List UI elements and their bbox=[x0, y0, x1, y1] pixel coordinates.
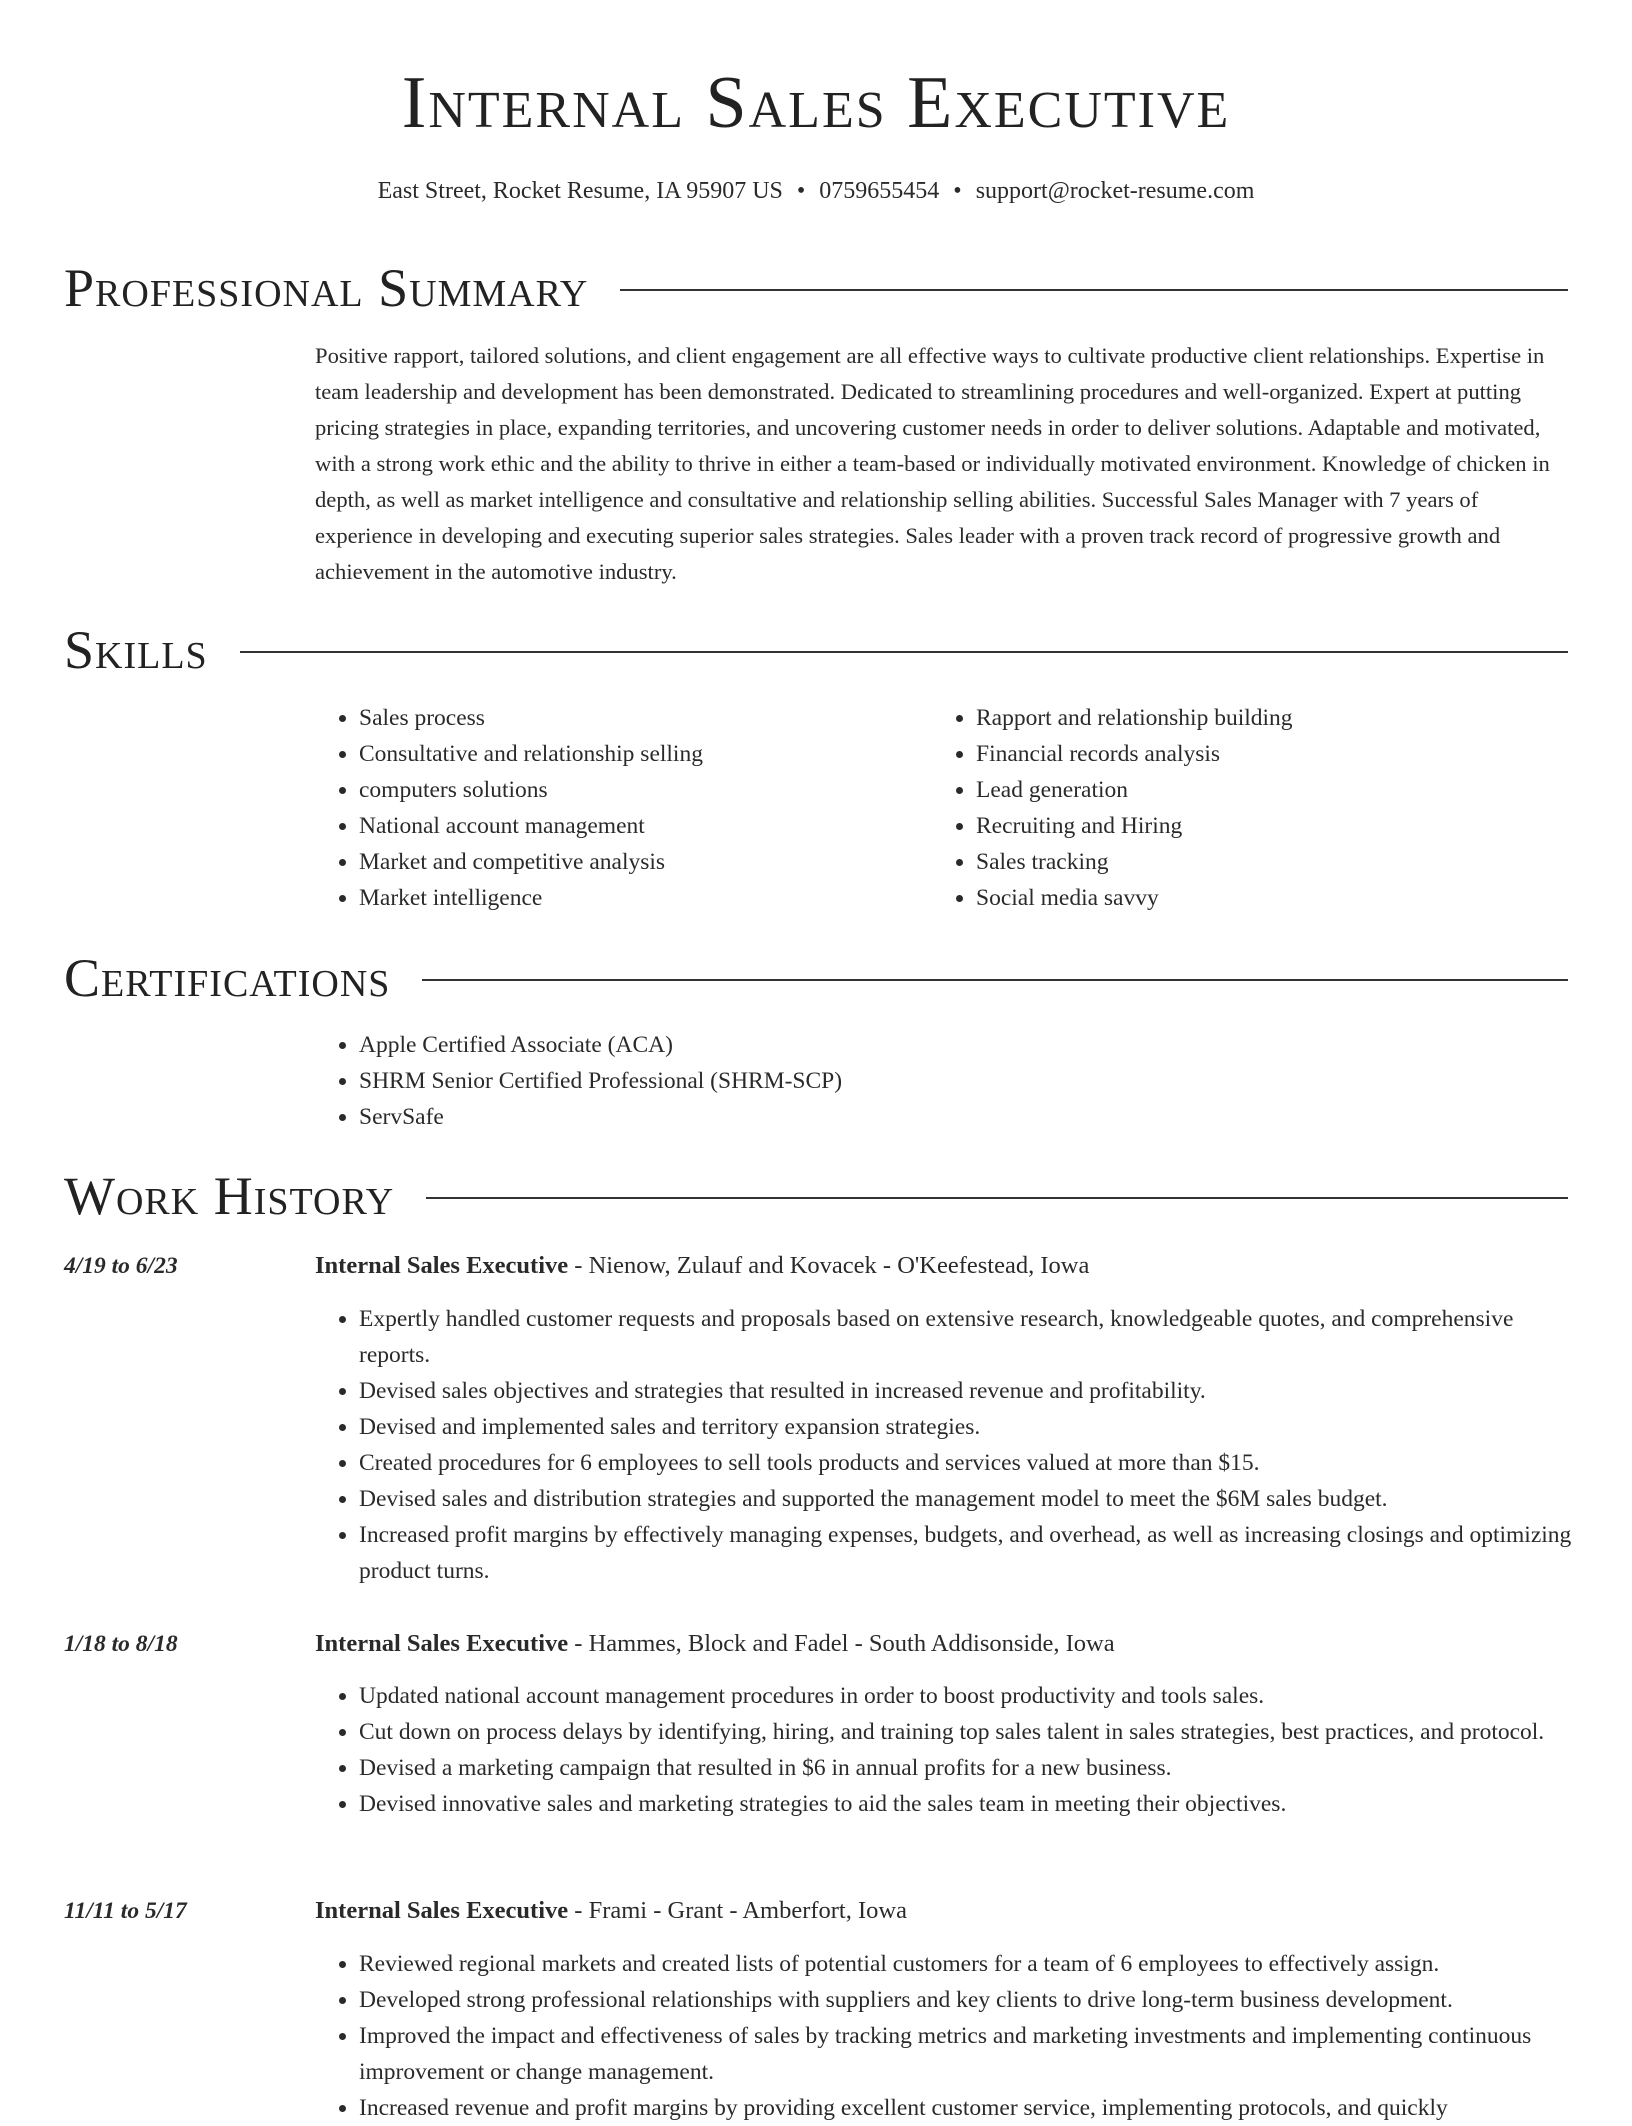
job-bullet: • Increased revenue and profit margins by providing excellent customer service, implementing protocols, and quickly bbox=[359, 2090, 1575, 2126]
job-bullet: • Updated national account management procedures in order to boost productivity and tools sales. bbox=[359, 1678, 1575, 1714]
contact-separator: • bbox=[796, 178, 806, 204]
job-bullet: • Devised sales objectives and strategies that resulted in increased revenue and profitability. bbox=[359, 1373, 1575, 1409]
job-bullet: • Reviewed regional markets and created lists of potential customers for a team of 6 employees to effectively assign. bbox=[359, 1946, 1575, 1982]
job-bullet: • Increased profit margins by effectively managing expenses, budgets, and overhead, as well as increasing closings and optimizing product turns. bbox=[359, 1517, 1575, 1589]
job-heading bbox=[315, 1893, 1575, 1929]
summary-text: Positive rapport, tailored solutions, and client engagement are all effective ways to cultivate productive client relationships. Expertise in team leadership and development has been demonstrated. Dedicated to streamlining procedures and well-organized. Expert at putting pricing strategies in place, expanding territories, and uncovering customer needs in order to deliver solutions. Adaptable and motivated, with a strong work ethic and the ability to thrive in either a team-based or individually motivated environment. Knowledge of chicken in depth, as well as market intelligence and consultative and relationship selling abilities. Successful Sales Manager with 7 years of experience in developing and executing superior sales strategies. Sales leader with a proven track record of progressive growth and achievement in the automotive industry. bbox=[315, 343, 1550, 584]
skill-item: • Rapport and relationship building bbox=[976, 700, 1552, 736]
contact-phone: 0759655454 bbox=[819, 178, 940, 204]
work-history-section-title: Work History bbox=[64, 1166, 395, 1226]
job-bullet-list bbox=[315, 1301, 1575, 1589]
job-role: Internal Sales Executive bbox=[315, 1252, 569, 1279]
contact-line bbox=[0, 174, 1632, 208]
certifications-section-title: Certifications bbox=[64, 948, 391, 1008]
job-bullet: • Improved the impact and effectiveness of sales by tracking metrics and marketing investments and implementing continuous improvement or change management. bbox=[359, 2018, 1575, 2090]
job-role: Internal Sales Executive bbox=[315, 1897, 569, 1924]
skills-column-right bbox=[932, 700, 1552, 916]
section-divider bbox=[426, 1197, 1568, 1199]
skill-item: • Sales tracking bbox=[976, 844, 1552, 880]
job-responsibilities bbox=[315, 1946, 1575, 2126]
job-employer-location: - Hammes, Block and Fadel - South Addisonside, Iowa bbox=[568, 1630, 1115, 1657]
skills-section-title: Skills bbox=[64, 620, 208, 680]
certification-item: • SHRM Senior Certified Professional (SHRM-SCP) bbox=[359, 1063, 1515, 1099]
job-bullet: • Created procedures for 6 employees to sell tools products and services valued at more than $15. bbox=[359, 1445, 1575, 1481]
skill-item: • Lead generation bbox=[976, 772, 1552, 808]
job-dates: 11/11 to 5/17 bbox=[64, 1898, 187, 1924]
section-divider bbox=[240, 651, 1568, 653]
certifications-section-header bbox=[64, 946, 1568, 1010]
contact-address: East Street, Rocket Resume, IA 95907 US bbox=[377, 178, 783, 204]
job-heading bbox=[315, 1626, 1575, 1662]
skills-section-header bbox=[64, 618, 1568, 682]
contact-separator: • bbox=[953, 178, 962, 204]
skill-item: • Financial records analysis bbox=[976, 736, 1552, 772]
job-dates: 1/18 to 8/18 bbox=[64, 1631, 178, 1657]
summary-section-title: Professional Summary bbox=[64, 258, 589, 318]
skill-item: • computers solutions bbox=[359, 772, 915, 808]
job-bullet: • Devised innovative sales and marketing strategies to aid the sales team in meeting their objectives. bbox=[359, 1786, 1575, 1822]
skill-item: • Consultative and relationship selling bbox=[359, 736, 915, 772]
job-responsibilities bbox=[315, 1301, 1575, 1589]
certification-item: • ServSafe bbox=[359, 1099, 1515, 1135]
summary-section-header bbox=[64, 256, 1568, 320]
job-bullet: • Cut down on process delays by identifying, hiring, and training top sales talent in sales strategies, best practices, and protocol. bbox=[359, 1714, 1575, 1750]
resume-name: Internal Sales Executive bbox=[401, 62, 1231, 144]
job-employer-location: - Frami - Grant - Amberfort, Iowa bbox=[568, 1897, 907, 1924]
job-role: Internal Sales Executive bbox=[315, 1630, 569, 1657]
work-history-section-header bbox=[64, 1164, 1568, 1228]
section-divider bbox=[620, 289, 1568, 291]
skill-item: • Sales process bbox=[359, 700, 915, 736]
contact-email: support@rocket-resume.com bbox=[975, 178, 1255, 204]
job-employer-location: - Nienow, Zulauf and Kovacek - O'Keefestead, Iowa bbox=[568, 1252, 1090, 1279]
job-bullet: • Devised and implemented sales and territory expansion strategies. bbox=[359, 1409, 1575, 1445]
certification-item: • Apple Certified Associate (ACA) bbox=[359, 1027, 1515, 1063]
job-bullet-list bbox=[315, 1946, 1575, 2126]
job-bullet-list bbox=[315, 1678, 1575, 1822]
job-bullet: • Developed strong professional relationships with suppliers and key clients to drive long-term business development. bbox=[359, 1982, 1575, 2018]
skill-item: • National account management bbox=[359, 808, 915, 844]
skills-list-right bbox=[932, 700, 1552, 916]
skills-column-left bbox=[315, 700, 915, 916]
job-responsibilities bbox=[315, 1678, 1575, 1822]
skill-item: • Market and competitive analysis bbox=[359, 844, 915, 880]
job-dates: 4/19 to 6/23 bbox=[64, 1253, 178, 1279]
job-bullet: • Devised sales and distribution strategies and supported the management model to meet the $6M sales budget. bbox=[359, 1481, 1575, 1517]
certifications-list bbox=[315, 1027, 1515, 1135]
skill-item: • Recruiting and Hiring bbox=[976, 808, 1552, 844]
skill-item: • Market intelligence bbox=[359, 880, 915, 916]
section-divider bbox=[422, 979, 1568, 981]
certifications-block bbox=[315, 1027, 1515, 1135]
skills-list-left bbox=[315, 700, 915, 916]
job-bullet: • Devised a marketing campaign that resulted in $6 in annual profits for a new business. bbox=[359, 1750, 1575, 1786]
job-heading bbox=[315, 1248, 1575, 1284]
skill-item: • Social media savvy bbox=[976, 880, 1552, 916]
job-bullet: • Expertly handled customer requests and proposals based on extensive research, knowledgeable quotes, and comprehensive reports. bbox=[359, 1301, 1575, 1373]
